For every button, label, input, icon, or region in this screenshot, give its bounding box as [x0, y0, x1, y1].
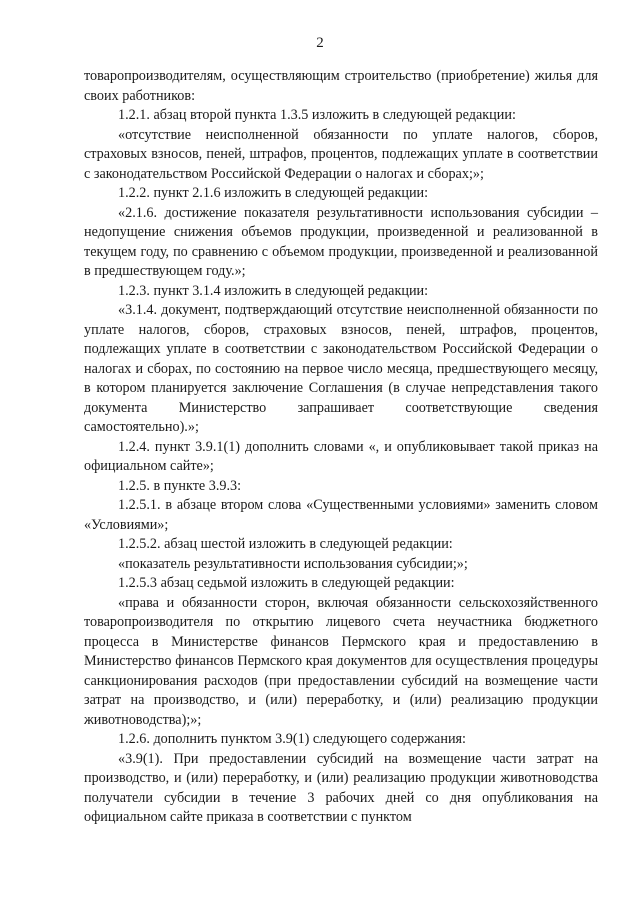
paragraph: 1.2.1. абзац второй пункта 1.3.5 изложить в следующей редакции: [118, 107, 516, 123]
paragraph: «2.1.6. достижение показателя результативности использования субсидии – недопущение снижения объемов продукции, произведенной и реализованной в текущем году, по сравнению с объемом продукции, произведенной и реализованной в предшествующем году.»; [84, 204, 598, 279]
page-number: 2 [316, 35, 324, 51]
paragraph: 1.2.3. пункт 3.1.4 изложить в следующей редакции: [118, 282, 429, 299]
paragraph: «показатель результативности использования субсидии;»; [118, 555, 468, 572]
paragraph: 1.2.5. в пункте 3.9.3: [118, 477, 242, 494]
paragraph: «права и обязанности сторон, включая обязанности сельскохозяйственного товаропроизводителя по открытию лицевого счета неучастника бюджетного процесса в Министерстве финансов Пермского края и предоставлению в Министерство финансов Пермского края документов для осуществления процедуры санкционирования расходов (при предоставлении субсидий на возмещение части затрат на производство, и (или) переработку, и (или) реализацию продукции животноводства);»; [84, 594, 598, 728]
paragraph: 1.2.4. пункт 3.9.1(1) дополнить словами «, и опубликовывает такой приказ на официальном сайте»; [84, 438, 598, 474]
paragraph: 1.2.5.1. в абзаце втором слова «Существенными условиями» заменить словом «Условиями»; [84, 497, 598, 533]
paragraph: «3.9(1). При предоставлении субсидий на возмещение части затрат на производство, и (или) переработку, и (или) реализацию продукции животноводства получатели субсидии в течение 3 рабочих дней со дня опубликования на официальном сайте приказа в соответствии с пунктом [84, 750, 598, 825]
paragraph: 1.2.5.3 абзац седьмой изложить в следующей редакции: [118, 575, 455, 591]
paragraph: 1.2.5.2. абзац шестой изложить в следующей редакции: [118, 536, 453, 552]
paragraph: товаропроизводителям, осуществляющим строительство (приобретение) жилья для своих работников: [84, 68, 598, 104]
paragraph: 1.2.2. пункт 2.1.6 изложить в следующей редакции: [118, 185, 429, 201]
document-body [84, 67, 598, 828]
paragraph: 1.2.6. дополнить пунктом 3.9(1) следующего содержания: [118, 731, 467, 747]
paragraph: «3.1.4. документ, подтверждающий отсутствие неисполненной обязанности по уплате налогов, сборов, страховых взносов, пеней, штрафов, процентов, подлежащих уплате в соответствии с законодательством Российской Федерации о налогах и сборах, по состоянию на первое число месяца, предшествующего месяцу, в котором планируется заключение Соглашения (в случае непредставления такого документа Министерство запрашивает соответствующие сведения самостоятельно).»; [84, 302, 598, 435]
paragraph: «отсутствие неисполненной обязанности по уплате налогов, сборов, страховых взносов, пеней, штрафов, процентов, подлежащих уплате в соответствии с законодательством Российской Федерации о налогах и сборах;»; [84, 126, 598, 182]
